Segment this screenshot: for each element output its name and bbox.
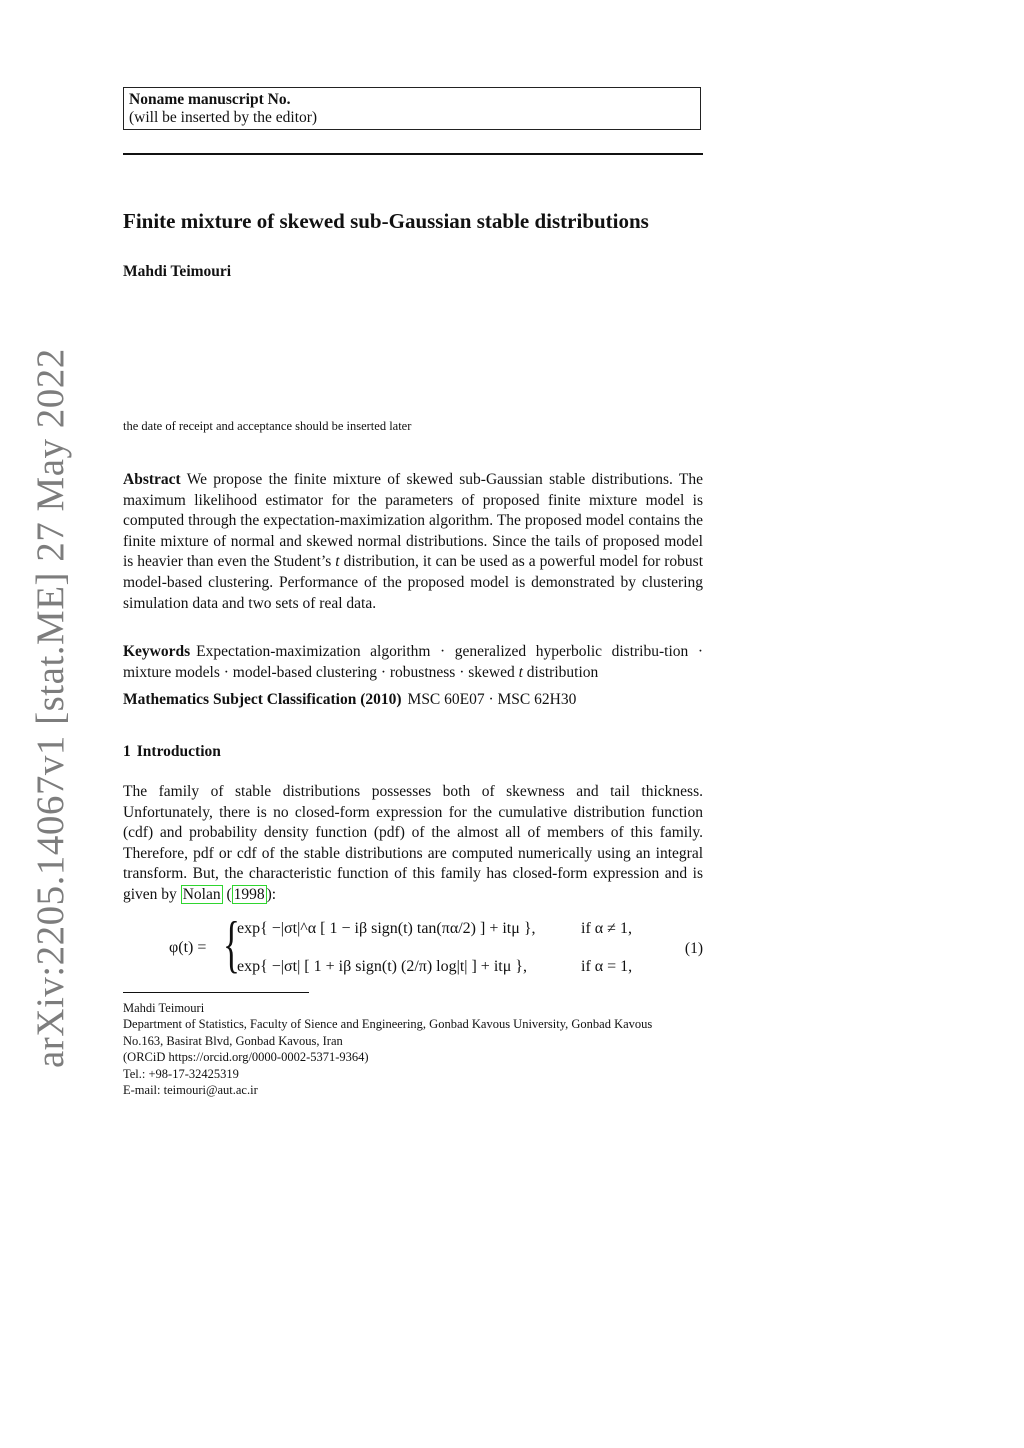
manuscript-number: Noname manuscript No. [129,91,291,108]
equation-case-1: exp{ −|σt|^α [ 1 − iβ sign(t) tan(πα/2) ] + itμ }, [237,920,536,937]
footnote-rule [123,992,309,993]
abstract-t-symbol: t [335,553,340,571]
section-number: 1 [123,743,131,760]
equation-number: (1) [684,940,703,957]
keywords-label: Keywords [123,643,191,660]
section-title: Introduction [136,743,221,760]
section-heading [123,743,221,761]
keywords-t-symbol: t [518,663,523,681]
equation-case-2: exp{ −|σt| [ 1 + iβ sign(t) (2/π) log|t| ] + itμ }, [237,958,527,975]
keywords-text-part2: distribution [522,663,599,681]
manuscript-editor-note: (will be inserted by the editor) [129,109,318,126]
introduction-paragraph [123,782,703,906]
author-footnote [123,1000,713,1098]
msc-codes: MSC 60E07 · MSC 62H30 [407,691,577,708]
header-rule [123,153,703,155]
abstract [123,470,703,614]
arxiv-identifier: arXiv:2205.14067v1 [stat.ME] 27 May 2022 [29,348,72,1068]
equation-condition-2: if α = 1, [581,958,633,975]
citation-close: ): [266,885,277,903]
introduction-text: The family of stable distributions possesses both of skewness and tail thickness. Unfortunately, there is no closed-form expression for the cumulative distribution function (cdf) and probability density function (pdf) of the almost all of members of this family. Therefore, pdf or cdf of the stable distributions are computed numerically using an integral transform. But, the characteristic function of this family has closed-form expression and is given by [123,783,703,903]
citation-author-link[interactable]: Nolan [182,885,221,903]
keywords-text-part1: Expectation-maximization algorithm · generalized hyperbolic distribu-tion · mixture models · model-based clustering · robustness · skewed [123,643,703,681]
date-note: the date of receipt and acceptance should be inserted later [123,419,412,433]
footnote-affiliation-2: No.163, Basirat Blvd, Gonbad Kavous, Iran [123,1033,343,1048]
keywords [123,642,703,683]
footnote-email: E-mail: teimouri@aut.ac.ir [123,1083,258,1098]
msc-label: Mathematics Subject Classification (2010) [123,691,402,708]
equation-1 [123,908,703,988]
footnote-orcid: (ORCiD https://orcid.org/0000-0002-5371-9364) [123,1050,369,1065]
paper-title: Finite mixture of skewed sub-Gaussian stable distributions [123,209,649,233]
abstract-label: Abstract [123,471,181,488]
equation-lhs: φ(t) = [169,939,207,956]
msc-classification [123,690,703,711]
footnote-affiliation-1: Department of Statistics, Faculty of Sience and Engineering, Gonbad Kavous University, Gonbad Kavous [123,1017,653,1032]
footnote-name: Mahdi Teimouri [123,1001,205,1015]
paper-author: Mahdi Teimouri [123,263,232,280]
abstract-text-part1: We propose the finite mixture of skewed sub-Gaussian stable distributions. The maximum likelihood estimator for the parameters of proposed finite mixture model is computed through the expectation-maximization algorithm. The proposed model contains the finite mixture of normal and skewed normal distributions. Since the tails of proposed model is heavier than even the Student’s [123,471,703,571]
abstract-text-part2: distribution, it can be used as a powerful model for robust model-based clustering. Performance of the proposed model is demonstrated by clustering simulation data and two sets of real data. [123,553,703,612]
citation-open: ( [222,885,232,903]
citation-year-link[interactable]: 1998 [233,885,265,903]
footnote-tel: Tel.: +98-17-32425319 [123,1066,239,1081]
left-brace-symbol: { [223,908,240,979]
equation-condition-1: if α ≠ 1, [581,920,632,937]
manuscript-box [123,87,701,130]
